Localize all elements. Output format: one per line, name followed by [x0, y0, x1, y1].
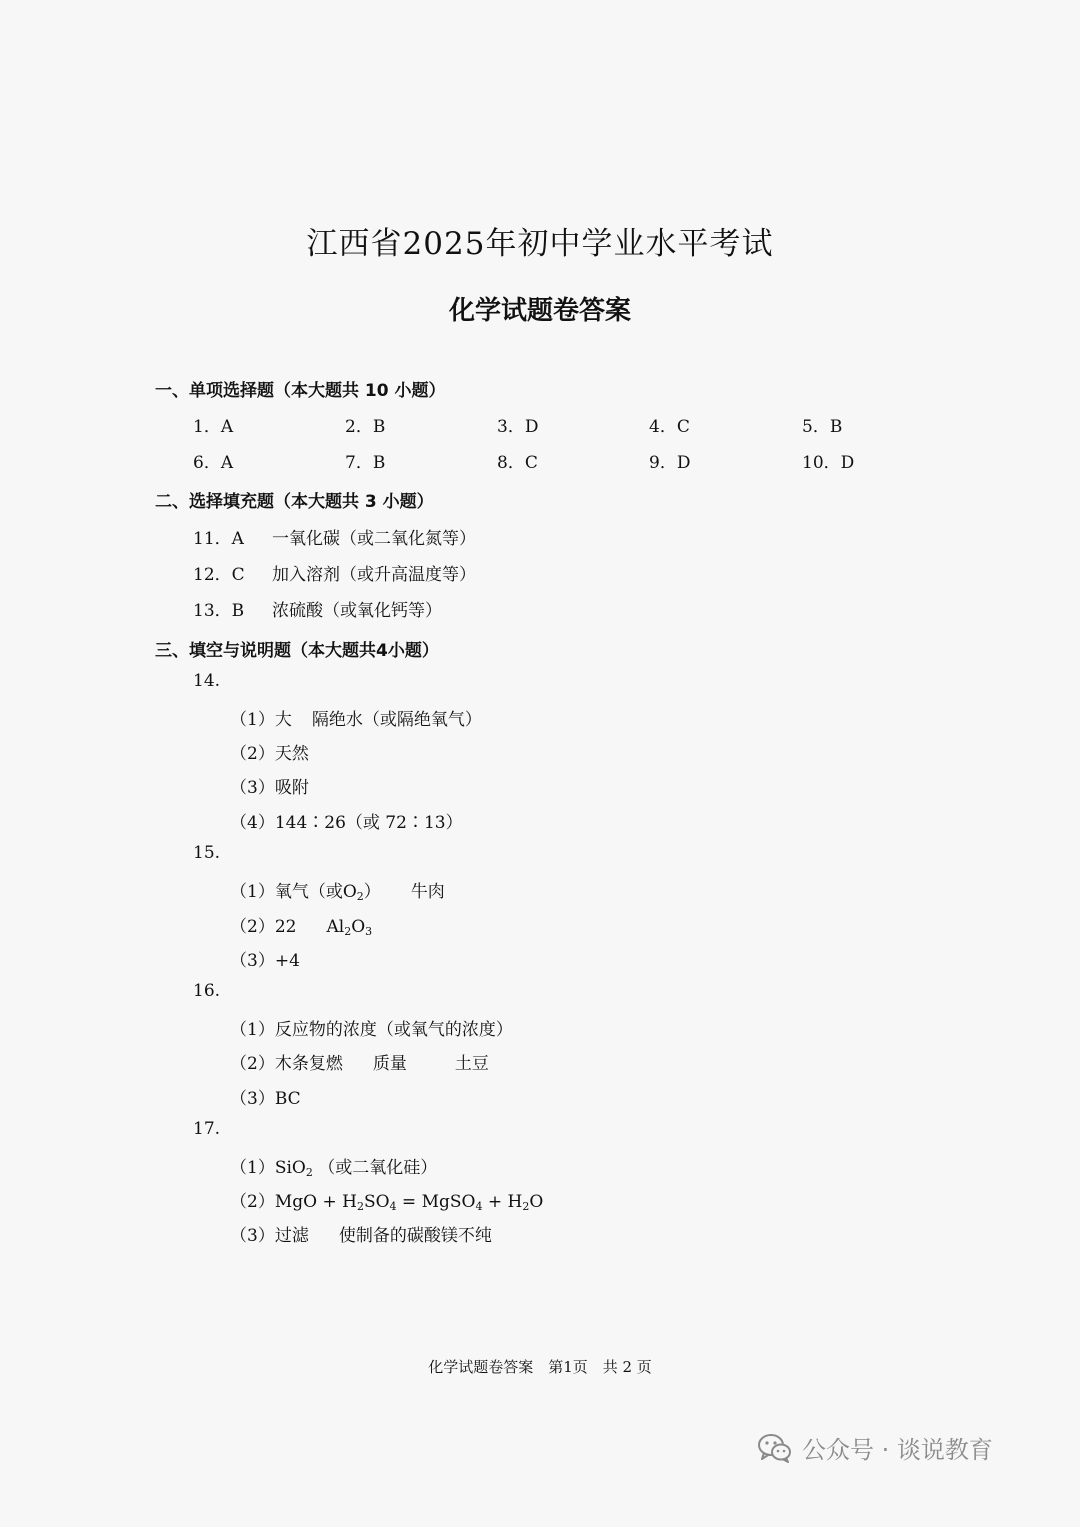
q15-3-text: +4: [274, 951, 300, 971]
q17-2-p2: SO: [363, 1192, 390, 1212]
q16-answer-3: [230, 1084, 301, 1109]
answer-11-text: 一氧化碳（或二氧化氮等）: [272, 529, 476, 549]
q14-3-text: 吸附: [274, 778, 309, 798]
section1-heading: 一、单项选择题（本大题共 10 小题）: [155, 381, 446, 401]
answer-8: 8．C: [497, 453, 538, 473]
q15-answer-2: [230, 912, 372, 937]
q15-2-f2: O: [351, 917, 366, 937]
q14-answer-2: [230, 739, 309, 764]
q16-2-text3: 土豆: [454, 1054, 489, 1074]
q16-3-label: （3）: [230, 1089, 275, 1109]
q15-1-sub: 2: [356, 890, 364, 903]
section3-heading: 三、填空与说明题（本大题共4小题）: [155, 641, 439, 661]
q16-answer-1: [230, 1015, 513, 1040]
q16-1-text: 反应物的浓度（或氧气的浓度）: [274, 1020, 513, 1040]
q17-number: 17.: [193, 1119, 221, 1139]
answer-4: 4．C: [649, 417, 690, 437]
answer-12-text: 加入溶剂（或升高温度等）: [272, 565, 476, 585]
answer-13-num: 13．B: [193, 601, 245, 621]
answer-3: 3．D: [497, 417, 539, 437]
q14-3-label: （3）: [230, 778, 275, 798]
q15-3-label: （3）: [230, 951, 275, 971]
q14-number: 14.: [193, 671, 221, 691]
q14-answer-4: [230, 808, 463, 833]
answer-10: 10．D: [802, 453, 855, 473]
q15-2-text1: 22: [274, 917, 297, 937]
q17-answer-2: [230, 1187, 543, 1212]
q17-2-s3: 4: [475, 1200, 483, 1213]
q14-4-label: （4）: [230, 813, 275, 833]
q17-answer-1: [230, 1153, 437, 1178]
q15-2-label: （2）: [230, 917, 275, 937]
watermark: [758, 1430, 993, 1465]
q17-3-label: （3）: [230, 1226, 275, 1246]
q15-number: 15.: [193, 843, 221, 863]
q17-1-f: SiO: [274, 1158, 306, 1178]
q17-1-post: （或二氧化硅）: [312, 1158, 438, 1178]
q16-number: 16.: [193, 981, 221, 1001]
q16-1-label: （1）: [230, 1020, 275, 1040]
q17-3-text2: 使制备的碳酸镁不纯: [338, 1226, 492, 1246]
q15-answer-3: [230, 946, 300, 971]
q17-2-p4: + H: [482, 1192, 523, 1212]
q14-1-label: （1）: [230, 710, 275, 730]
answer-2: 2．B: [345, 417, 386, 437]
q15-1-text2: 牛肉: [410, 882, 445, 902]
answer-13-text: 浓硫酸（或氧化钙等）: [272, 601, 442, 621]
q14-1-text2: 隔绝水（或隔绝氧气）: [311, 710, 482, 730]
q15-1-pre: 氧气（或O: [274, 882, 357, 902]
q17-2-p3: = MgSO: [396, 1192, 476, 1212]
q15-answer-1: [230, 877, 445, 902]
q17-2-p1: MgO + H: [274, 1192, 357, 1212]
q15-2-s2: 3: [365, 925, 373, 938]
q16-2-text2: 质量: [372, 1054, 407, 1074]
q17-answer-3: [230, 1221, 492, 1246]
q14-4-text: 144∶26（或 72∶13）: [274, 813, 463, 833]
q16-answer-2: [230, 1049, 489, 1074]
watermark-text: 公众号 · 谈说教育: [802, 1436, 993, 1464]
q15-1-label: （1）: [230, 882, 275, 902]
answer-6: 6．A: [193, 453, 234, 473]
answer-1: 1．A: [193, 417, 234, 437]
section2-heading: 二、选择填充题（本大题共 3 小题）: [155, 492, 434, 512]
q17-2-s4: 2: [522, 1200, 530, 1213]
answer-12-num: 12．C: [193, 565, 245, 585]
q14-1-text1: 大: [274, 710, 292, 730]
q14-2-text: 天然: [274, 744, 309, 764]
answer-5: 5．B: [802, 417, 843, 437]
wechat-icon: [758, 1433, 792, 1463]
q14-answer-3: [230, 773, 309, 798]
q14-2-label: （2）: [230, 744, 275, 764]
page-footer: 化学试题卷答案 第1页 共 2 页: [428, 1358, 652, 1376]
q14-answer-1: [230, 705, 482, 730]
q17-2-label: （2）: [230, 1192, 275, 1212]
q16-2-text1: 木条复燃: [274, 1054, 343, 1074]
answer-7: 7．B: [345, 453, 386, 473]
page-subtitle: 化学试题卷答案: [448, 296, 631, 326]
q17-1-label: （1）: [230, 1158, 275, 1178]
q17-2-s1: 2: [356, 1200, 364, 1213]
page-title: 江西省2025年初中学业水平考试: [306, 226, 774, 262]
q16-2-label: （2）: [230, 1054, 275, 1074]
q15-2-f1: Al: [326, 917, 345, 937]
answer-9: 9．D: [649, 453, 691, 473]
q15-1-post: ）: [363, 882, 381, 902]
q17-2-p5: O: [529, 1192, 544, 1212]
q16-3-text: BC: [274, 1089, 301, 1109]
q15-2-s1: 2: [344, 925, 352, 938]
q17-2-s2: 4: [389, 1200, 397, 1213]
answer-11-num: 11．A: [193, 529, 244, 549]
q17-3-text1: 过滤: [274, 1226, 309, 1246]
q17-1-s: 2: [305, 1166, 313, 1179]
